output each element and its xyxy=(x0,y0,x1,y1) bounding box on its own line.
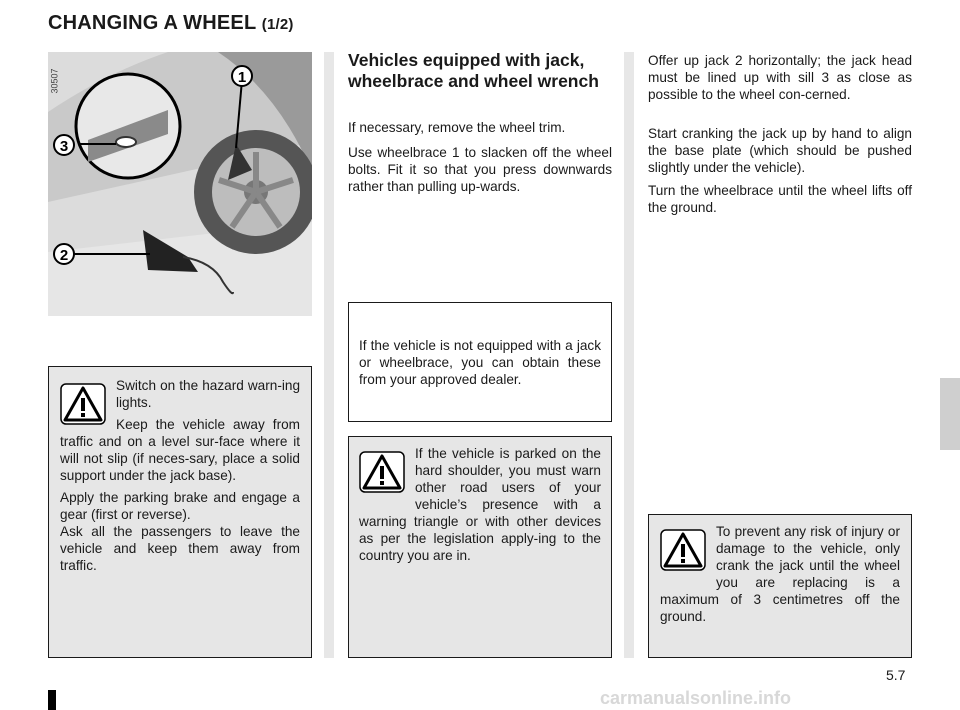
illustration-svg xyxy=(48,52,312,316)
warning-box-left xyxy=(48,366,312,658)
warning-left-text-3: Apply the parking brake and engage a gear (first or reverse). xyxy=(60,490,300,522)
callout-2: 2 xyxy=(59,247,69,264)
page-title xyxy=(48,12,294,35)
page-corner-mark xyxy=(48,690,56,710)
column-divider-1 xyxy=(324,52,334,658)
column-divider-2 xyxy=(624,52,634,658)
col2-paragraph-2: Use wheelbrace 1 to slacken off the wheel bolts. Fit it so that you press downwards rather than pulling up-wards. xyxy=(348,145,612,194)
title-part: (1/2) xyxy=(261,16,294,33)
warning-left-text-4: Ask all the passengers to leave the vehicle and keep them away from traffic. xyxy=(60,524,300,573)
warning-left-text-2: Keep the vehicle away from traffic and on a level sur-face where it will not slip (if neces-sary, place a solid support under the jack base). xyxy=(60,417,300,483)
figure-code: 30507 xyxy=(49,68,60,94)
section-heading: Vehicles equipped with jack, wheelbrace and wheel wrench xyxy=(348,50,599,91)
note-middle-text: If the vehicle is not equipped with a jack or wheelbrace, you can obtain these from your approved dealer. xyxy=(359,338,601,387)
warning-box-middle xyxy=(348,436,612,658)
warning-middle-text: If the vehicle is parked on the hard shoulder, you must warn other road users of your vehicle’s presence with a warning triangle or with other devices as per the legislation apply-ing to the country you are in. xyxy=(359,446,601,563)
col3-paragraph-3: Turn the wheelbrace until the wheel lifts off the ground. xyxy=(648,183,912,215)
warning-triangle-icon xyxy=(60,383,106,425)
warning-triangle-icon xyxy=(359,451,405,493)
note-box-middle xyxy=(348,302,612,422)
callout-3: 3 xyxy=(59,138,69,155)
chapter-tab xyxy=(940,378,960,450)
col3-paragraph-1: Offer up jack 2 horizontally; the jack head must be lined up with sill 3 as close as possible to the wheel con-cerned. xyxy=(648,53,912,102)
col2-paragraph-1: If necessary, remove the wheel trim. xyxy=(348,120,566,135)
page-number: 5.7 xyxy=(886,667,906,683)
warning-right-text: To prevent any risk of injury or damage to the vehicle, only crank the jack until the wheel you are replacing is a maximum of 3 centimetres off the ground. xyxy=(660,524,900,624)
warning-triangle-icon xyxy=(660,529,706,571)
footer-watermark: carmanualsonline.info xyxy=(600,688,792,708)
col3-paragraph-2: Start cranking the jack up by hand to align the base plate (which should be pushed slightly under the vehicle). xyxy=(648,126,912,175)
title-text: CHANGING A WHEEL xyxy=(48,12,257,34)
callout-1: 1 xyxy=(237,69,247,86)
warning-box-right xyxy=(648,514,912,658)
warning-left-text-1: Switch on the hazard warn-ing lights. xyxy=(116,378,300,410)
wheel-jack-illustration xyxy=(48,52,312,316)
